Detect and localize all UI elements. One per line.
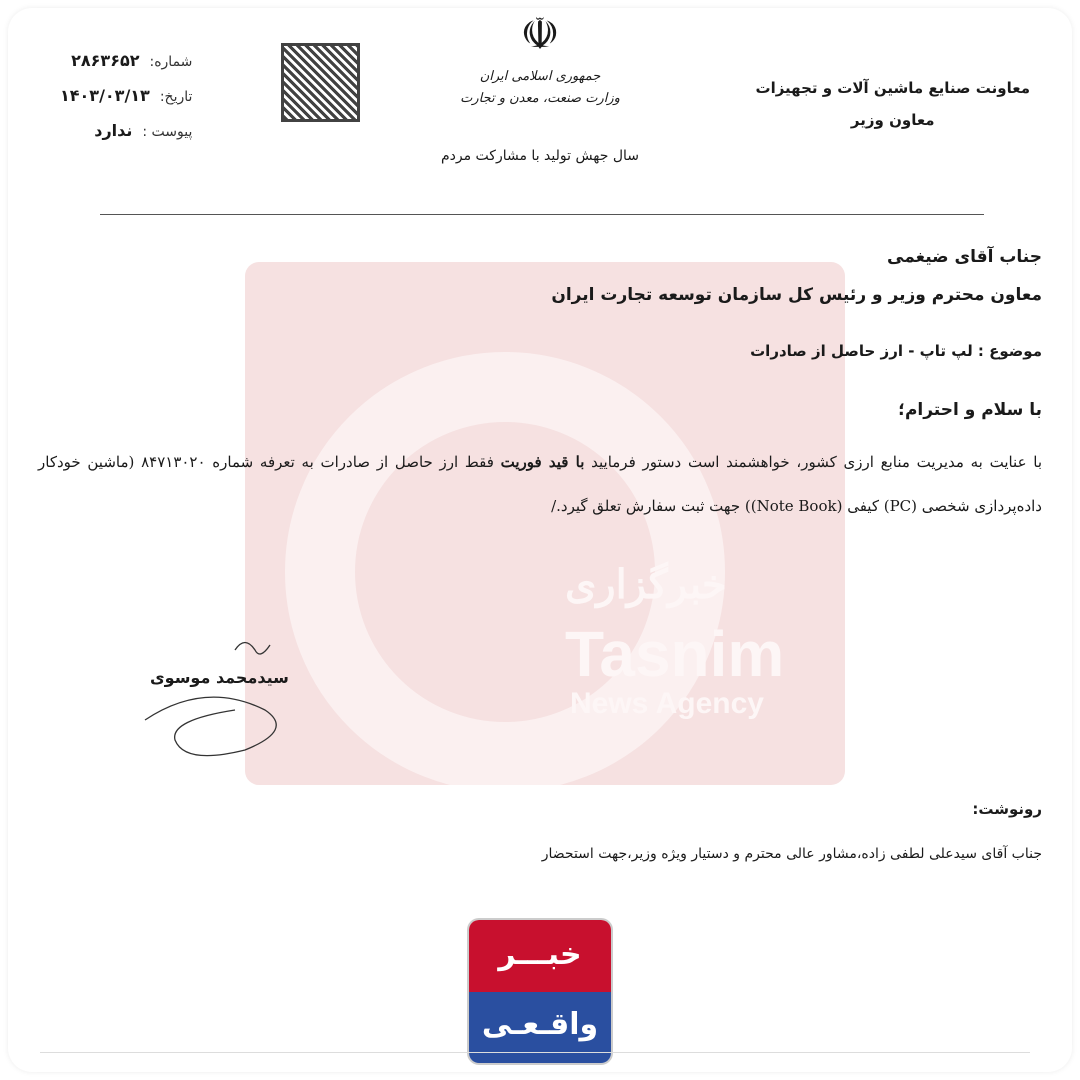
greeting: با سلام و احترام؛ [898, 400, 1042, 420]
republic-name: جمهوری اسلامی ایران [479, 69, 601, 84]
footer-divider [40, 1052, 1030, 1053]
subject-line: موضوع : لپ تاپ - ارز حاصل از صادرات [750, 342, 1042, 360]
attachment-label: پیوست : [142, 124, 193, 140]
qr-code [281, 43, 360, 122]
body-text: با عنایت به مدیریت منابع ارزی کشور، خواهشمند است دستور فرمایید [584, 453, 1043, 471]
tasnim-watermark: خبرگزاری Tasnim News Agency [245, 262, 845, 785]
cc-title: رونوشت: [972, 800, 1042, 818]
letter-body [38, 440, 1042, 528]
addressee [551, 238, 1042, 314]
addressee-name: جناب آقای ضیغمی [887, 247, 1042, 267]
logo-bottom-text: واقـعـی [469, 992, 611, 1064]
header-divider [100, 214, 984, 215]
signatory-name: سیدمحمد موسوی [150, 668, 289, 687]
date-label: تاریخ: [159, 89, 193, 105]
number-label: شماره: [149, 54, 193, 70]
deputy-subtitle: معاون وزیر [850, 111, 935, 129]
letter-meta [60, 44, 192, 149]
signature-scrawl [125, 630, 305, 760]
ministry-name: وزارت صنعت، معدن و تجارت [460, 91, 620, 106]
body-emphasis: با قید فوریت [500, 453, 585, 471]
cc-text: جناب آقای سیدعلی لطفی زاده،مشاور عالی محترم و دستیار ویژه وزیر،جهت استحضار [541, 846, 1042, 862]
body-text-cont: فقط ارز حاصل از صادرات به تعرفه شماره ۸۴۷۱۳۰۲۰ (ماشین خودکار داده‌پردازی شخصی (PC) کیفی (Note Book)) جهت ثبت سفارش تعلق گیرد./ [38, 453, 1042, 515]
ministry-logo [420, 66, 660, 110]
deputy-header [756, 72, 1030, 136]
date-value: ۱۴۰۳/۰۳/۱۳ [60, 86, 150, 105]
addressee-title: معاون محترم وزیر و رئیس کل سازمان توسعه تجارت ایران [551, 285, 1042, 305]
year-slogan: سال جهش تولید با مشارکت مردم [440, 148, 640, 164]
number-value: ۲۸۶۳۶۵۲ [71, 51, 140, 70]
iran-emblem-icon: ☫ [520, 9, 560, 60]
attachment-value: ندارد [94, 121, 133, 140]
khabar-vaghei-logo [467, 918, 613, 1065]
logo-top-text: خبـــر [469, 920, 611, 992]
deputy-title: معاونت صنایع ماشین آلات و تجهیزات [755, 79, 1030, 97]
